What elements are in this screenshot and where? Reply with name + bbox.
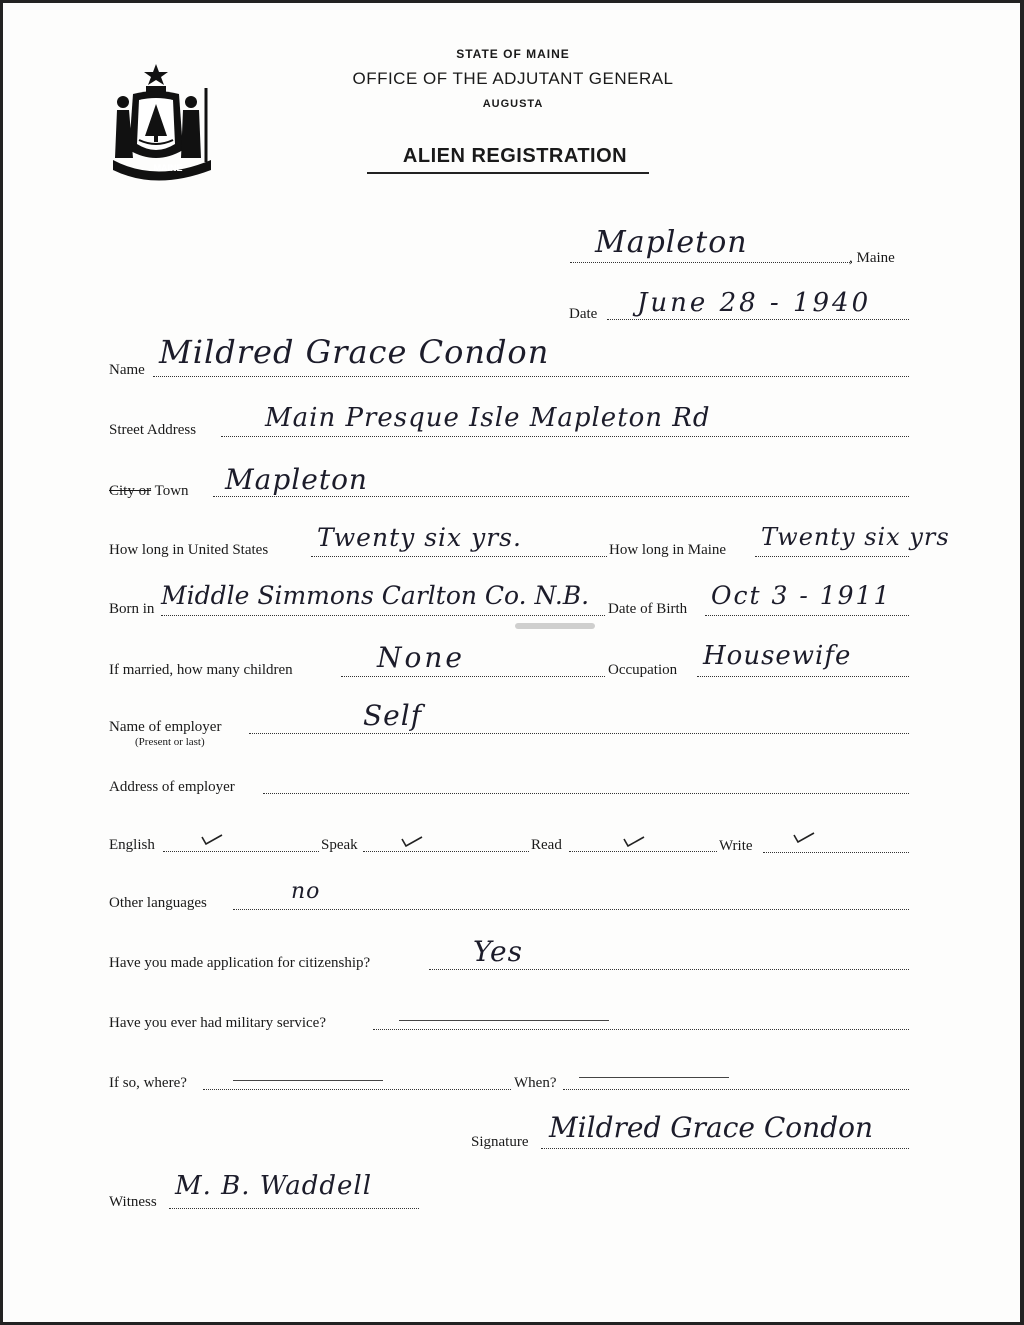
where-dash-mark bbox=[233, 1080, 383, 1081]
citizenship-dotted-line bbox=[429, 968, 909, 970]
signature-dotted-line bbox=[541, 1147, 909, 1149]
citizenship-value[interactable]: Yes bbox=[473, 935, 523, 968]
dob-label: Date of Birth bbox=[608, 601, 688, 617]
how-long-maine-value[interactable]: Twenty six yrs bbox=[761, 523, 950, 551]
other-languages-value[interactable]: no bbox=[291, 879, 321, 904]
occupation-value[interactable]: Housewife bbox=[703, 641, 852, 671]
town-value[interactable]: Mapleton bbox=[225, 463, 368, 496]
born-value[interactable]: Middle Simmons Carlton Co. N.B. bbox=[161, 581, 590, 610]
name-value[interactable]: Mildred Grace Condon bbox=[159, 333, 550, 371]
write-check-icon[interactable] bbox=[793, 831, 815, 843]
military-label: Have you ever had military service? bbox=[109, 1015, 326, 1031]
employer-sublabel: (Present or last) bbox=[135, 736, 205, 748]
born-dotted-line bbox=[161, 614, 605, 616]
dob-value[interactable]: Oct 3 - 1911 bbox=[711, 581, 892, 610]
where-label: If so, where? bbox=[109, 1075, 187, 1091]
other-languages-dotted-line bbox=[233, 908, 909, 910]
form-title: ALIEN REGISTRATION bbox=[402, 145, 628, 167]
when-label: When? bbox=[514, 1075, 557, 1091]
speak-label: Speak bbox=[321, 837, 358, 853]
born-label: Born in bbox=[109, 601, 155, 617]
how-long-us-value[interactable]: Twenty six yrs. bbox=[317, 523, 522, 552]
witness-label: Witness bbox=[109, 1194, 157, 1210]
when-dotted-line bbox=[563, 1088, 909, 1090]
employer-value[interactable]: Self bbox=[363, 699, 423, 732]
read-check-icon[interactable] bbox=[623, 835, 645, 847]
speak-check-icon[interactable] bbox=[401, 835, 423, 847]
employer-dotted-line bbox=[249, 732, 909, 734]
witness-value[interactable]: M. B. Waddell bbox=[175, 1171, 373, 1201]
when-dash-mark bbox=[579, 1077, 729, 1078]
occupation-label: Occupation bbox=[608, 662, 678, 678]
employer-label: Name of employer bbox=[109, 719, 222, 735]
seal-banner-text: MAINE bbox=[153, 163, 183, 173]
header-city: AUGUSTA bbox=[482, 98, 544, 110]
speak-dotted-line bbox=[363, 850, 529, 852]
town-label-struck: City or bbox=[109, 483, 152, 499]
witness-dotted-line bbox=[169, 1207, 419, 1209]
date-dotted-line bbox=[607, 318, 909, 320]
ink-smudge bbox=[515, 623, 595, 629]
read-label: Read bbox=[531, 837, 562, 853]
how-long-us-dotted-line bbox=[311, 555, 607, 557]
signature-value[interactable]: Mildred Grace Condon bbox=[549, 1111, 874, 1144]
write-dotted-line bbox=[763, 851, 909, 853]
title-underline bbox=[367, 172, 649, 174]
dob-dotted-line bbox=[705, 614, 909, 616]
military-dash-mark bbox=[399, 1020, 609, 1021]
town-label bbox=[109, 483, 189, 500]
other-languages-label: Other languages bbox=[109, 895, 207, 911]
employer-address-dotted-line bbox=[263, 792, 909, 794]
read-dotted-line bbox=[569, 850, 717, 852]
signature-label: Signature bbox=[471, 1134, 529, 1150]
date-label: Date bbox=[569, 306, 598, 322]
place-suffix: , Maine bbox=[849, 250, 895, 266]
name-label: Name bbox=[109, 362, 145, 378]
where-dotted-line bbox=[203, 1088, 511, 1090]
how-long-us-label: How long in United States bbox=[109, 542, 269, 558]
town-label-text: Town bbox=[151, 483, 189, 499]
children-value[interactable]: None bbox=[377, 641, 465, 674]
name-dotted-line bbox=[153, 375, 909, 377]
children-dotted-line bbox=[341, 675, 605, 677]
header-office: OFFICE OF THE ADJUTANT GENERAL bbox=[352, 69, 674, 88]
street-dotted-line bbox=[221, 435, 909, 437]
employer-address-label: Address of employer bbox=[109, 779, 235, 795]
occupation-dotted-line bbox=[697, 675, 909, 677]
how-long-maine-label: How long in Maine bbox=[609, 542, 727, 558]
date-value[interactable]: June 28 - 1940 bbox=[637, 288, 872, 318]
english-label: English bbox=[109, 837, 155, 853]
english-check-icon[interactable] bbox=[201, 833, 223, 845]
english-dotted-line bbox=[163, 850, 319, 852]
place-dotted-line bbox=[570, 261, 852, 263]
citizenship-label: Have you made application for citizenship? bbox=[109, 955, 371, 971]
children-label: If married, how many children bbox=[109, 662, 293, 678]
street-value[interactable]: Main Presque Isle Mapleton Rd bbox=[265, 403, 711, 433]
street-label: Street Address bbox=[109, 422, 197, 438]
place-value[interactable]: Mapleton bbox=[595, 225, 748, 260]
how-long-maine-dotted-line bbox=[755, 555, 909, 557]
header-state: STATE OF MAINE bbox=[456, 47, 570, 61]
military-dotted-line bbox=[373, 1028, 909, 1030]
write-label: Write bbox=[719, 838, 753, 854]
